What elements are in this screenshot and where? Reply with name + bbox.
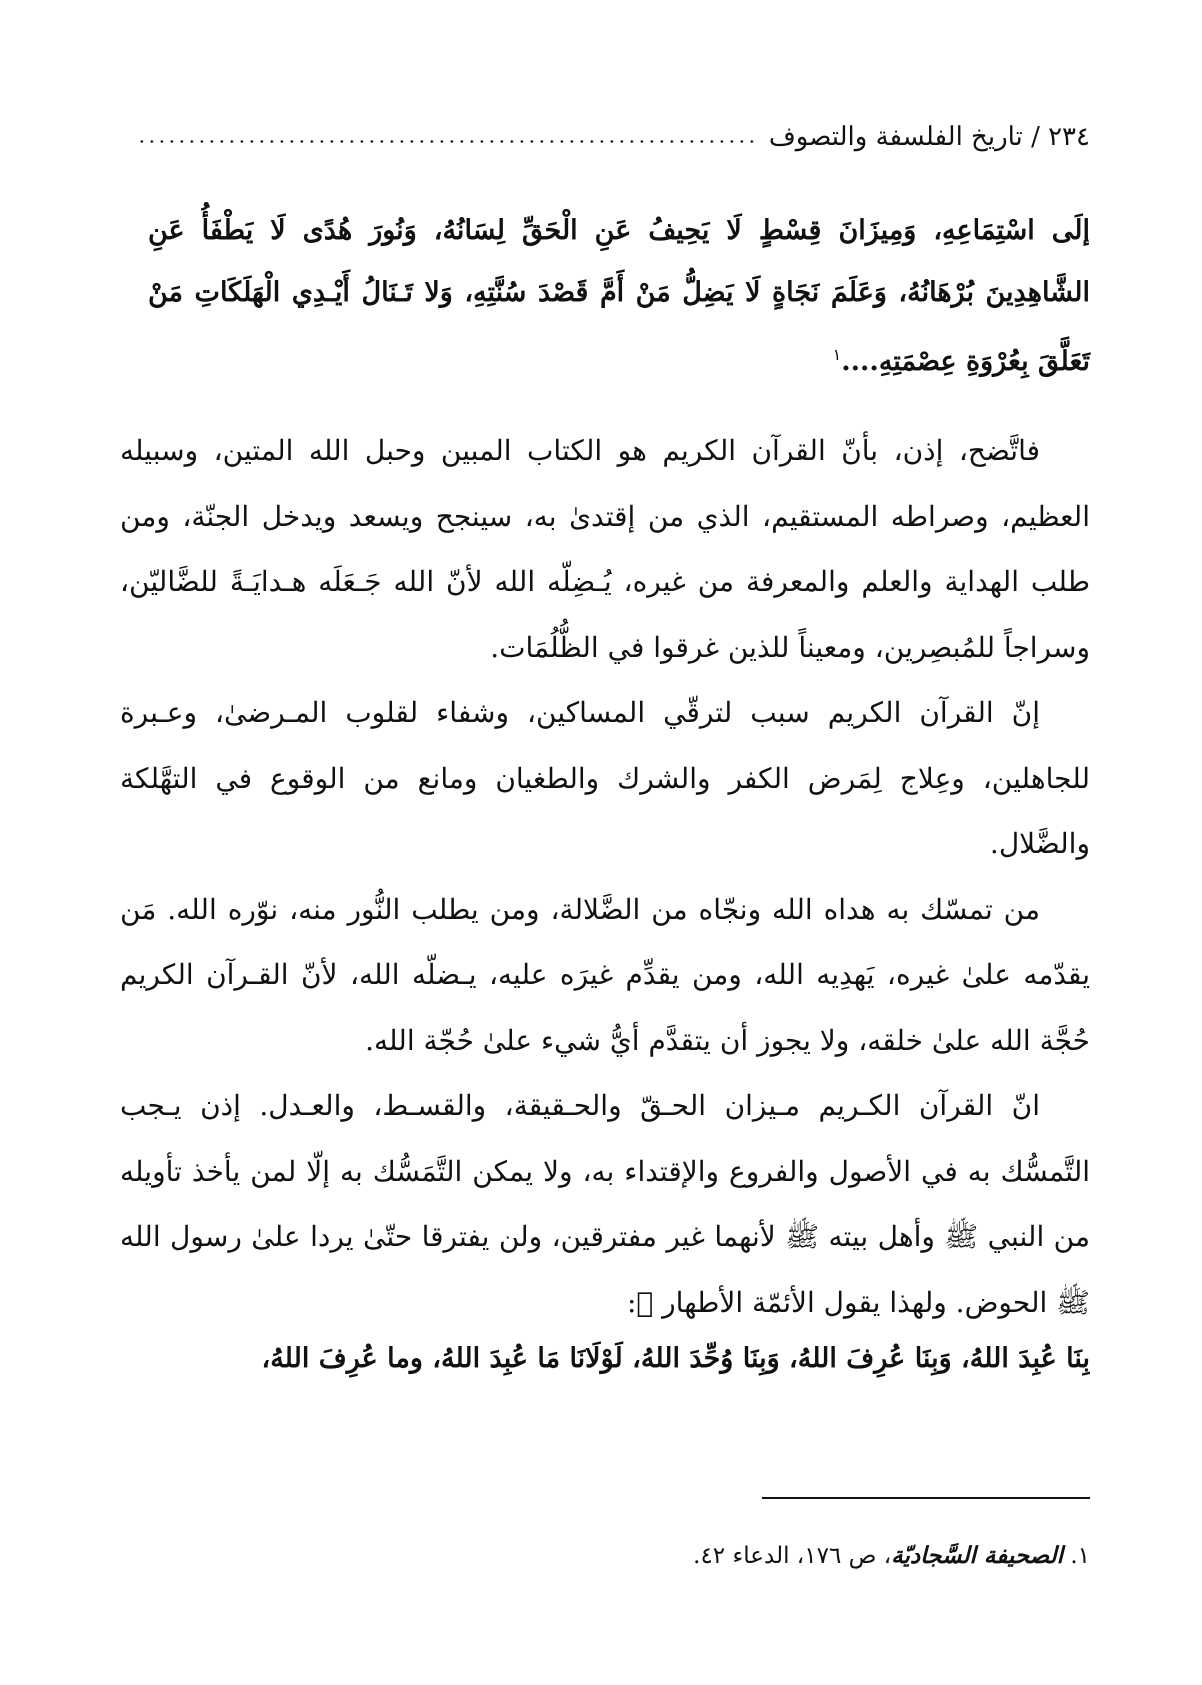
header-dotted-leader xyxy=(140,140,757,143)
footnote-number: ١. xyxy=(1070,1543,1090,1569)
header-text xyxy=(769,122,1090,152)
body-text xyxy=(120,418,1090,1335)
footnote xyxy=(400,1536,1090,1576)
quote-text: إلَى اسْتِمَاعِهِ، وَمِيزَانَ قِسْطٍ لَا يَحِيفُ عَنِ الْحَقِّ لِسَانُهُ، وَنُورَ هُدًى لَا يَطْفَأُ عَنِ الشَّاهِدِينَ بُرْهَانُهُ، وَعَلَمَ نَجَاةٍ لَا يَضِلُّ مَنْ أَمَّ قَصْدَ سُنَّتِهِ، وَلا تَـنَالُ أَيْـدِي الْهَلَكَاتِ مَنْ تَعَلَّقَ بِعُرْوَةِ عِصْمَتِهِ.... xyxy=(148,215,1090,377)
paragraph: فاتَّضح، إذن، بأنّ القرآن الكريم هو الكتاب المبين وحبل الله المتين، وسبيله العظيم، وصراطه المستقيم، الذي من إقتدىٰ به، سينجح ويسعد ويدخل الجنّة، ومن طلب الهداية والعلم والمعرفة من غيره، يُـضِلّه الله لأنّ الله جَـعَلَه هـدايَـةً للضَّاليّن، وسراجاً للمُبصِرين، ومعيناً للذين غرقوا في الظُّلُمَات. xyxy=(120,434,1090,664)
quoted-passage xyxy=(148,200,1090,393)
header-separator: / xyxy=(1031,122,1040,152)
paragraph: من تمسّك به هداه الله ونجّاه من الضَّلالة، ومن يطلب النُّور منه، نوّره الله. مَن يقدّمه علىٰ غيره، يَهدِيه الله، ومن يقدِّم غيرَه عليه، يـضلّه الله، لأنّ القـرآن الكريم حُجَّة الله علىٰ خلقه، ولا يجوز أن يتقدَّم أيُّ شيء علىٰ حُجّة الله. xyxy=(120,892,1090,1057)
closing-quote: بِنَا عُبِدَ اللهُ، وَبِنَا عُرِفَ اللهُ، وَبِنَا وُحِّدَ اللهُ، لَوْلَانَا مَا عُبِدَ اللهُ، وما عُرِفَ اللهُ، xyxy=(261,1343,1090,1374)
page-number: ٢٣٤ xyxy=(1048,122,1090,152)
book-title: تاريخ الفلسفة والتصوف xyxy=(768,122,1023,152)
running-header xyxy=(140,122,1090,152)
footnote-details: ، ص ١٧٦، الدعاء ٤٢. xyxy=(693,1543,892,1569)
paragraph: انّ القرآن الكـريم مـيزان الحـقّ والحـقيقة، والقسـط، والعـدل. إذن يـجب التَّمسُّك به في الأصول والفروع والإقتداء به، ولا يمكن التَّمَسُّك به إلّا لمن يأخذ تأويله من النبي ﷺ وأهل بيته ﷺ لأنهما غير مفترقين، ولن يفترقا حتّىٰ يردا علىٰ رسول الله ﷺ الحوض. ولهذا يقول الأئمّة الأطهار ﷩: xyxy=(120,1089,1090,1319)
footnote-divider xyxy=(762,1497,1090,1499)
footnote-source: الصحيفة السَّجاديّة xyxy=(891,1542,1064,1569)
paragraph: إنّ القرآن الكريم سبب لترقّي المساكين، وشفاء لقلوب المـرضىٰ، وعـبرة للجاهلين، وعِلاج لِمَرض الكفر والشرك والطغيان ومانع من الوقوع في التهَّلكة والضَّلال. xyxy=(120,696,1090,860)
footnote-reference: ١ xyxy=(832,345,842,364)
